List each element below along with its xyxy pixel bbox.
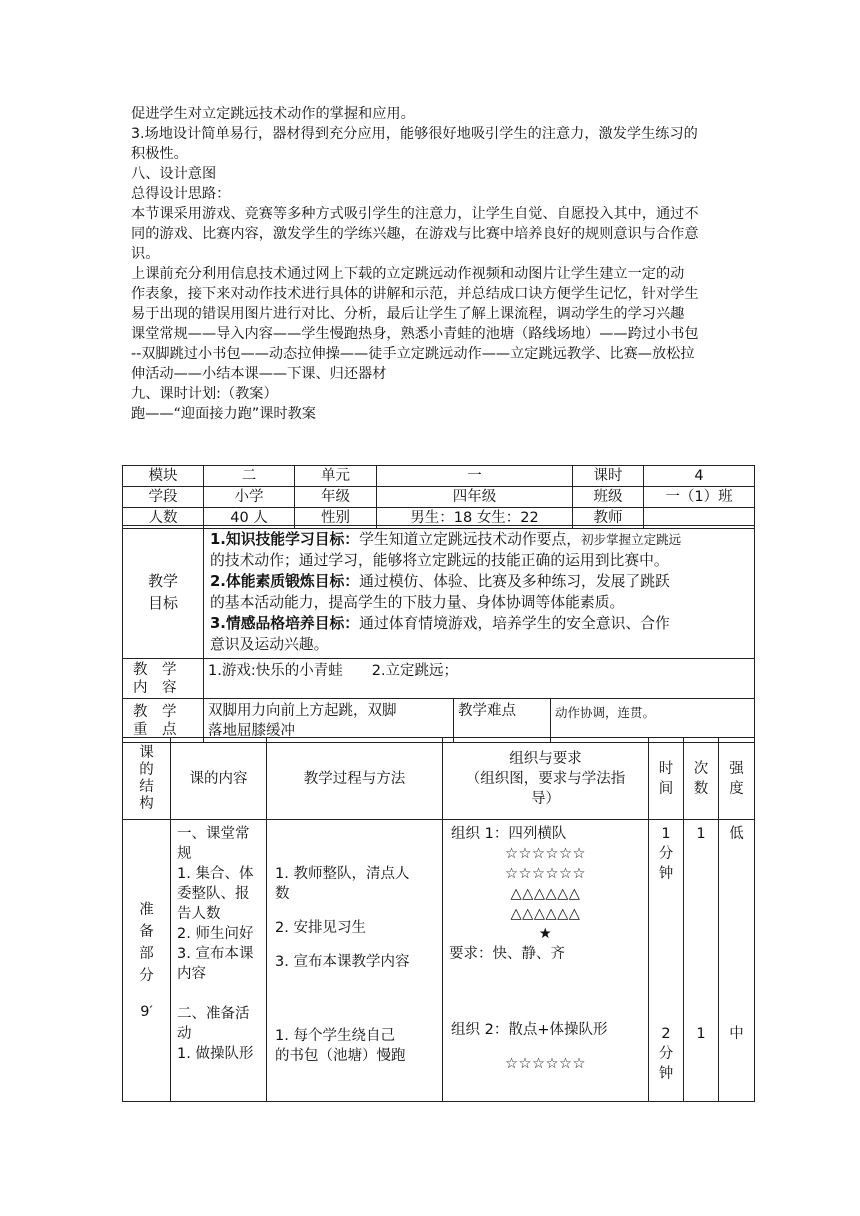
module-label: 模块 (123, 466, 204, 487)
formation-row: ☆☆☆☆☆☆ (505, 866, 586, 882)
prep-process-line: 1. 每个学生绕自己 (275, 1028, 395, 1044)
prep-intensity (719, 820, 755, 1102)
goal-1-text: 学生知道立定跳远技术动作要点， (359, 531, 582, 548)
formation-row: ☆☆☆☆☆☆ (505, 1056, 586, 1072)
org1-title: 组织 1：四列横队 (451, 826, 567, 842)
formation-row: △△△△△△ (510, 906, 581, 922)
col-organization-b: （组织图，要求与学法指 (465, 770, 626, 787)
teacher-label: 教师 (573, 508, 644, 529)
prep-content-line: 内容 (177, 966, 206, 982)
prep-content-line: 3. 宣布本课 (177, 946, 254, 962)
content-label-a: 教 学 (133, 661, 177, 678)
times-value: 1 (696, 1026, 706, 1042)
intro-line: 本节课采用游戏、竞赛等多种方式吸引学生的注意力，让学生自觉、自愿投入其中，通过不 (131, 206, 699, 222)
goal-3-title: 3.情感品格培养目标： (210, 615, 360, 632)
unit-label: 单元 (295, 466, 377, 487)
prep-process (267, 820, 443, 1102)
prep-content-line: 1. 集合、体 (177, 866, 254, 882)
goal-1-text-small: 初步掌握立定跳远 (581, 532, 682, 547)
goal-3-text: 通过体育情境游戏，培养学生的安全意识、合作 (359, 615, 670, 632)
key-points-value-b: 落地屈膝缓冲 (208, 723, 295, 739)
col-time (649, 738, 684, 820)
col-times (684, 738, 719, 820)
col-organization-a: 组织与要求 (509, 750, 582, 767)
intro-line: 同的游戏、比赛内容，激发学生的学练兴趣，在游戏与比赛中培养良好的规则意识与合作意 (131, 226, 699, 242)
col-structure-char: 结 (139, 778, 154, 795)
intro-line: 作表象，接下来对动作技术进行具体的讲解和示范，并总结成口诀方便学生记忆，针对学生 (131, 286, 699, 302)
col-organization (443, 738, 649, 820)
prep-content-line: 一、课堂常 (177, 826, 250, 842)
grade-label: 年级 (295, 487, 377, 508)
intro-line: 课堂常规——导入内容——学生慢跑热身，熟悉小青蛙的池塘（路线场地）——跨过小书包 (131, 326, 699, 342)
class-value: 一（1）班 (644, 487, 755, 508)
goals-cell (204, 526, 755, 659)
section-heading: 八、设计意图 (131, 166, 217, 182)
time-unit: 钟 (658, 866, 674, 882)
count-value: 40 人 (204, 508, 295, 529)
col-intensity (719, 738, 755, 820)
content-label (123, 659, 204, 699)
col-time-b: 间 (658, 780, 674, 797)
key-points-label-b: 重 点 (133, 721, 177, 738)
col-content: 课的内容 (171, 738, 267, 820)
intensity-value: 中 (729, 1026, 744, 1042)
prep-duration: 9′ (140, 1003, 153, 1020)
goals-label (123, 526, 204, 659)
goal-2-title: 2.体能素质锻炼目标： (210, 573, 360, 590)
module-value: 二 (204, 466, 295, 487)
content-value: 1.游戏:快乐的小青蛙 2.立定跳远； (204, 659, 755, 699)
lesson-header-table (122, 465, 755, 529)
intro-line: 3.场地设计简单易行，器材得到充分应用，能够很好地吸引学生的注意力，激发学生练习的 (131, 126, 698, 142)
org2-title: 组织 2：散点+体操队形 (451, 1022, 608, 1038)
gender-value: 男生：18 女生：22 (377, 508, 573, 529)
prep-section-char: 分 (139, 967, 154, 984)
goal-1 (210, 529, 748, 550)
count-label: 人数 (123, 508, 204, 529)
prep-process-line: 1. 教师整队，清点人 (275, 866, 410, 882)
prep-process-line: 的书包（池塘）慢跑 (275, 1048, 406, 1064)
goal-1-text-cont: 的技术动作；通过学习，能够将立定跳远的技能正确的运用到比赛中。 (210, 552, 669, 569)
time-unit: 分 (658, 1046, 674, 1062)
col-organization-c: 导） (531, 790, 560, 807)
key-points-value (204, 699, 454, 743)
intro-line: 总得设计思路： (131, 186, 231, 202)
col-intensity-a: 强 (729, 760, 744, 777)
difficulty-value: 动作协调，连贯。 (551, 699, 755, 743)
prep-process-line: 数 (275, 886, 290, 902)
grade-value: 四年级 (377, 487, 573, 508)
prep-content (171, 820, 267, 1102)
goal-3-text-cont: 意识及运动兴趣。 (210, 636, 329, 653)
goal-2-text: 通过模仿、体验、比赛及多种练习，发展了跳跃 (359, 573, 670, 590)
prep-organization (443, 820, 649, 1102)
time-value: 2 (661, 1026, 671, 1042)
intro-line: --双脚跳过小书包——动态拉伸操——徒手立定跳远动作——立定跳远教学、比赛—放松拉 (131, 346, 695, 362)
intro-line: 伸活动——小结本课——下课、归还器材 (131, 366, 387, 382)
prep-times (684, 820, 719, 1102)
prep-content-line (177, 984, 260, 1004)
col-times-a: 次 (693, 760, 709, 777)
intro-line: 易于出现的错误用图片进行对比、分析，最后让学生了解上课流程，调动学生的学习兴趣 (131, 306, 685, 322)
col-structure-char: 的 (139, 761, 154, 778)
hours-label: 课时 (573, 466, 644, 487)
prep-process-line: 3. 宣布本课教学内容 (275, 954, 410, 970)
formation-row: △△△△△△ (510, 886, 581, 902)
hours-value: 4 (644, 466, 755, 487)
intensity-value: 低 (729, 826, 744, 842)
intro-line: 上课前充分利用信息技术通过网上下载的立定跳远动作视频和动图片让学生建立一定的动 (131, 266, 685, 282)
key-points-label (123, 699, 204, 743)
col-intensity-b: 度 (729, 780, 744, 797)
col-time-a: 时 (658, 760, 674, 777)
goal-2 (210, 571, 748, 592)
col-structure (123, 738, 171, 820)
goal-2-text-cont: 的基本活动能力，提高学生的下肢力量、身体协调等体能素质。 (210, 594, 625, 611)
prep-content-line: 规 (177, 846, 192, 862)
formation-row: ☆☆☆☆☆☆ (505, 846, 586, 862)
prep-process-line: 2. 安排见习生 (275, 920, 366, 936)
key-points-value-a: 双脚用力向前上方起跳，双脚 (208, 703, 397, 719)
intro-line: 促进学生对立定跳远技术动作的掌握和应用。 (131, 106, 415, 122)
time-unit: 钟 (658, 1066, 674, 1082)
gender-label: 性别 (295, 508, 377, 529)
unit-value: 一 (377, 466, 573, 487)
prep-content-line: 二、准备活 (177, 1006, 250, 1022)
prep-content-line: 2. 师生问好 (177, 926, 254, 942)
col-times-b: 数 (693, 780, 709, 797)
table-caption: 跑——“迎面接力跑”课时教案 (131, 406, 316, 422)
prep-section-char: 备 (139, 923, 154, 940)
stage-value: 小学 (204, 487, 295, 508)
times-value: 1 (696, 826, 706, 842)
content-label-b: 内 容 (133, 679, 177, 696)
prep-time (649, 820, 684, 1102)
org1-requirement: 要求：快、静、齐 (449, 946, 565, 962)
goal-3 (210, 613, 748, 634)
prep-section-char: 准 (139, 901, 154, 918)
lesson-goals-table (122, 525, 755, 743)
class-label: 班级 (573, 487, 644, 508)
stage-label: 学段 (123, 487, 204, 508)
prep-content-line: 1. 做操队形 (177, 1046, 254, 1062)
difficulty-label: 教学难点 (454, 699, 551, 743)
col-process: 教学过程与方法 (267, 738, 443, 820)
goal-1-title: 1.知识技能学习目标： (210, 531, 360, 548)
lesson-procedure-table (122, 737, 755, 1102)
col-structure-char: 课 (139, 744, 154, 761)
teacher-star-icon: ★ (538, 926, 553, 942)
intro-line: 识。 (131, 246, 160, 262)
intro-text (131, 104, 771, 424)
prep-content-line: 告人数 (177, 906, 221, 922)
col-structure-char: 构 (139, 795, 154, 812)
time-value: 1 (661, 826, 671, 842)
prep-section-char: 部 (139, 945, 154, 962)
prep-content-line: 委整队、报 (177, 886, 250, 902)
prep-content-line: 动 (177, 1026, 192, 1042)
intro-line: 积极性。 (131, 146, 188, 162)
prep-section (123, 820, 171, 1102)
goals-label-text: 教学目标 (147, 572, 178, 612)
key-points-label-a: 教 学 (133, 703, 177, 720)
time-unit: 分 (658, 846, 674, 862)
section-heading: 九、课时计划:（教案） (131, 386, 278, 402)
